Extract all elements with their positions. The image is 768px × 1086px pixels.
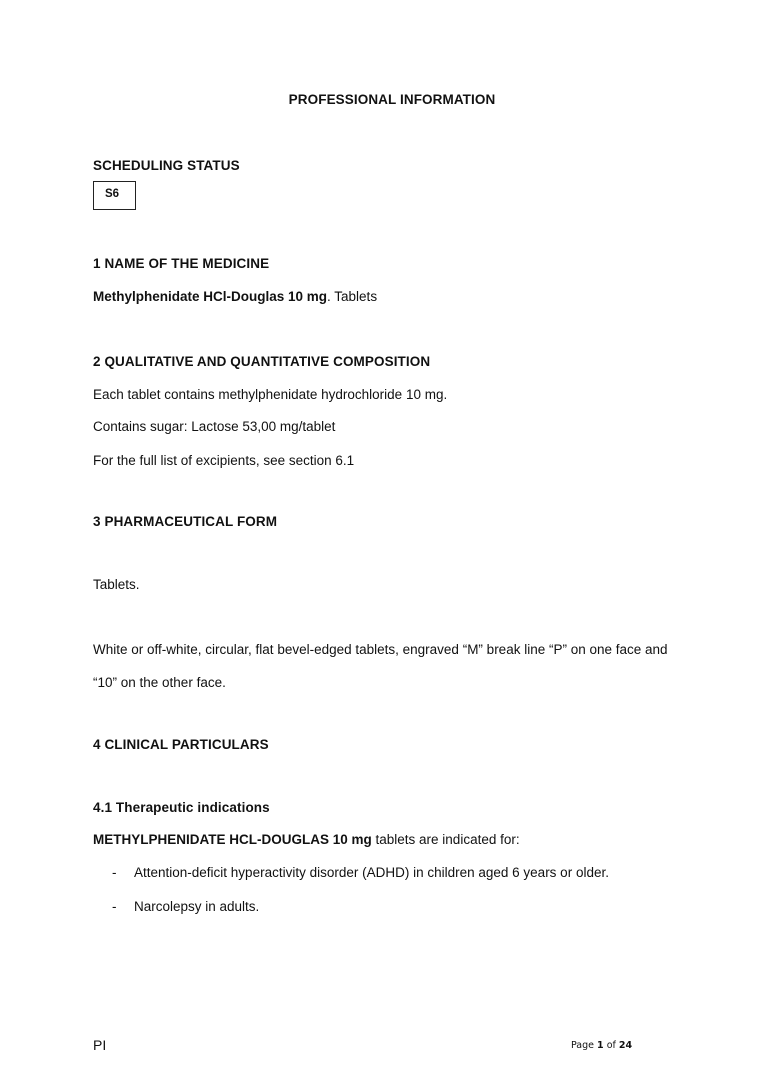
footer-left-label: PI bbox=[93, 1037, 107, 1053]
section-4-1-heading: 4.1 Therapeutic indications bbox=[93, 800, 270, 815]
scheduling-badge: S6 bbox=[93, 181, 136, 210]
medicine-name-bold: Methylphenidate HCl-Douglas 10 mg bbox=[93, 289, 328, 304]
composition-line-3: For the full list of excipients, see section 6.1 bbox=[93, 453, 355, 468]
of-word: of bbox=[606, 1040, 616, 1051]
section-2-heading: 2 QUALITATIVE AND QUANTITATIVE COMPOSITION bbox=[93, 354, 431, 369]
indications-intro-rest: tablets are indicated for: bbox=[371, 832, 520, 847]
section-4-heading: 4 CLINICAL PARTICULARS bbox=[93, 737, 269, 752]
composition-line-2: Contains sugar: Lactose 53,00 mg/tablet bbox=[93, 419, 336, 434]
page-number bbox=[571, 1040, 632, 1051]
form-line-3: “10” on the other face. bbox=[93, 675, 226, 690]
section-1-heading: 1 NAME OF THE MEDICINE bbox=[93, 256, 270, 271]
page-total: 24 bbox=[618, 1040, 633, 1051]
form-line-2: White or off-white, circular, flat bevel-edged tablets, engraved “M” break line “P” on one face and bbox=[93, 642, 668, 657]
scheduling-status-heading: SCHEDULING STATUS bbox=[93, 158, 240, 173]
document-title: PROFESSIONAL INFORMATION bbox=[288, 92, 496, 107]
medicine-name-line bbox=[93, 289, 377, 304]
composition-line-1: Each tablet contains methylphenidate hydrochloride 10 mg. bbox=[93, 387, 448, 402]
bullet-marker: - bbox=[112, 899, 117, 914]
medicine-name-rest: . Tablets bbox=[327, 289, 378, 304]
form-line-1: Tablets. bbox=[93, 577, 140, 592]
list-item: Narcolepsy in adults. bbox=[134, 899, 260, 914]
indications-intro-bold: METHYLPHENIDATE HCL-DOUGLAS 10 mg bbox=[93, 832, 372, 847]
page-current: 1 bbox=[597, 1040, 604, 1051]
bullet-marker: - bbox=[112, 865, 117, 880]
list-item: Attention-deficit hyperactivity disorder (ADHD) in children aged 6 years or older. bbox=[134, 865, 609, 880]
page-word: Page bbox=[571, 1040, 594, 1051]
section-3-heading: 3 PHARMACEUTICAL FORM bbox=[93, 514, 278, 529]
indications-intro bbox=[93, 832, 520, 847]
